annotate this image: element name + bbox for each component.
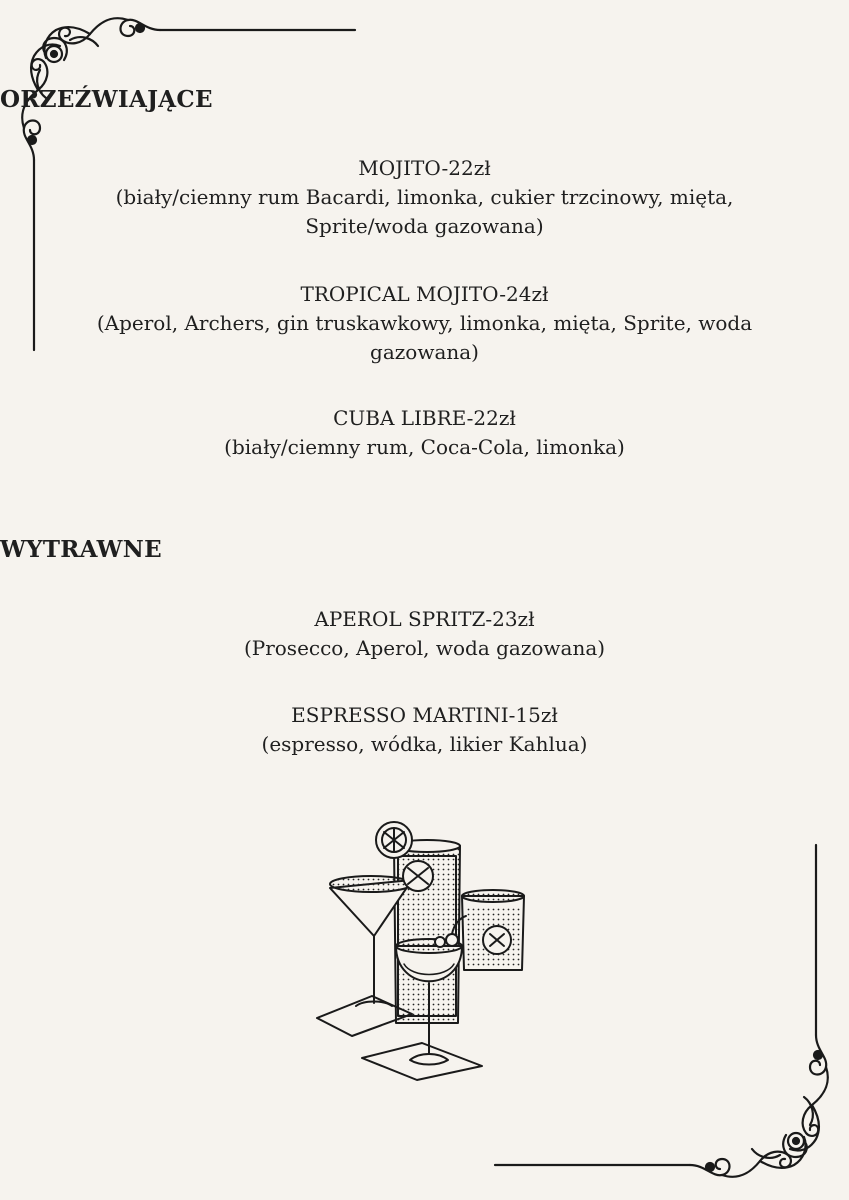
cocktail-glasses-illustration-icon — [312, 818, 552, 1090]
item-name: MOJITO-22zł — [358, 156, 491, 180]
menu-item-cuba-libre — [40, 404, 809, 462]
item-name: TROPICAL MOJITO-24zł — [300, 282, 549, 306]
item-name: CUBA LIBRE-22zł — [333, 406, 516, 430]
menu-item-tropical-mojito — [40, 280, 809, 367]
menu-item-aperol-spritz — [40, 605, 809, 663]
item-description: (Prosecco, Aperol, woda gazowana) — [243, 636, 606, 660]
section-title-refreshing: ORZEŹWIAJĄCE — [0, 86, 213, 113]
item-name: ESPRESSO MARTINI-15zł — [291, 703, 558, 727]
item-name: APEROL SPRITZ-23zł — [314, 607, 535, 631]
item-description: (biały/ciemny rum Bacardi, limonka, cukier trzcinowy, mięta, Sprite/woda gazowana) — [115, 185, 734, 238]
item-description: (biały/ciemny rum, Coca-Cola, limonka) — [224, 435, 625, 459]
item-description: (Aperol, Archers, gin truskawkowy, limonka, mięta, Sprite, woda gazowana) — [96, 311, 753, 364]
section-title-dry: WYTRAWNE — [0, 536, 162, 563]
menu-item-espresso-martini — [40, 701, 809, 759]
item-description: (espresso, wódka, likier Kahlua) — [261, 732, 588, 756]
menu-item-mojito — [40, 154, 809, 241]
